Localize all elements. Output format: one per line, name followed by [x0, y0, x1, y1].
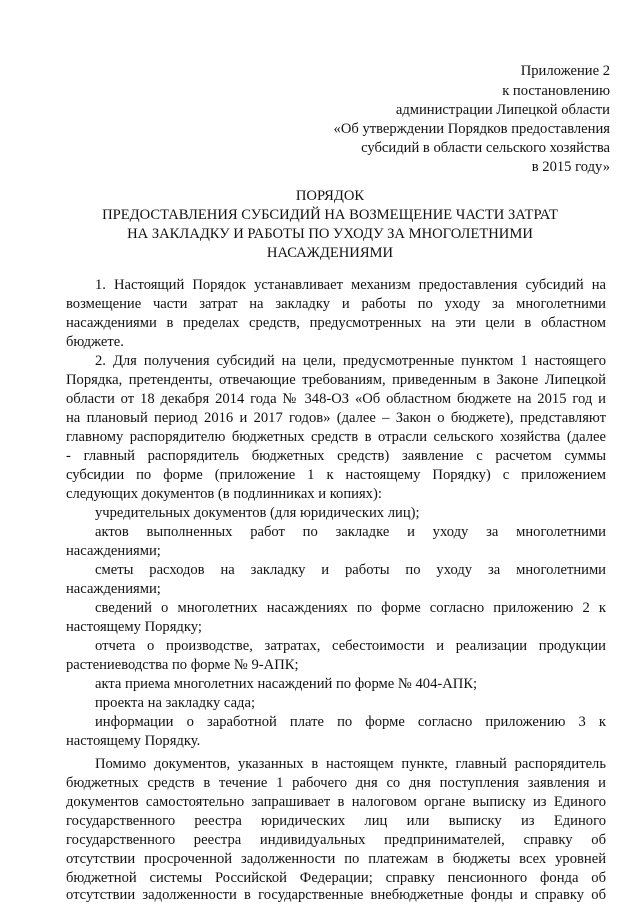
header-line-6: в 2015 году» [531, 159, 610, 175]
body-line: Порядка, претенденты, отвечающие требованиям, приведенным в Законе Липецкой [66, 372, 606, 388]
list-item-cont: растениеводства по форме № 9-АПК; [66, 657, 299, 673]
header-line-1: Приложение 2 [520, 63, 610, 79]
body-line: 2. Для получения субсидий на цели, предусмотренные пунктом 1 настоящего [95, 353, 606, 369]
body-line: государственного реестра юридических лиц или выписку из Единого [66, 813, 606, 829]
list-item-cont: настоящему Порядку. [66, 733, 201, 749]
body-line: области от 18 декабря 2014 года № 348-ОЗ «Об областном бюджете на 2015 год и [66, 391, 606, 407]
header-line-2: к постановлению [502, 83, 610, 99]
list-item-cont: насаждениями; [66, 543, 161, 559]
body-line: на плановый период 2016 и 2017 годов» (далее – Закон о бюджете), представляют [66, 410, 606, 426]
header-line-4: «Об утверждении Порядков предоставления [333, 121, 610, 137]
body-line: 1. Настоящий Порядок устанавливает механизм предоставления субсидий на [95, 277, 606, 293]
body-line: насаждениями в пределах средств, предусмотренных на эти цели в областном [66, 315, 606, 331]
list-item: сведений о многолетних насаждениях по форме согласно приложению 2 к [95, 600, 606, 616]
body-line: возмещение части затрат на закладку и работы по уходу за многолетними [66, 296, 606, 312]
list-item: отчета о производстве, затратах, себестоимости и реализации продукции [95, 638, 606, 654]
list-item: актов выполненных работ по закладке и уходу за многолетними [95, 524, 606, 540]
body-line: главному распорядителю бюджетных средств в отрасли сельского хозяйства (далее [66, 429, 606, 445]
header-line-3: администрации Липецкой области [395, 102, 610, 118]
doc-title: ПОРЯДОК [295, 188, 365, 204]
body-line: Помимо документов, указанных в настоящем пункте, главный распорядитель [95, 756, 606, 772]
body-line: документов самостоятельно запрашивает в налоговом органе выписку из Единого [66, 794, 606, 810]
body-line: - главный распорядитель бюджетных средств) заявление с расчетом суммы [66, 448, 606, 464]
body-line: следующих документов (в подлинниках и копиях): [66, 486, 382, 502]
list-item: сметы расходов на закладку и работы по уходу за многолетними [95, 562, 606, 578]
body-line: отсутствии задолженности в государственные внебюджетные фонды и справку об [66, 887, 606, 903]
list-item: учредительных документов (для юридических лиц); [95, 505, 420, 521]
doc-subtitle-line-1: ПРЕДОСТАВЛЕНИЯ СУБСИДИЙ НА ВОЗМЕЩЕНИЕ ЧАСТИ ЗАТРАТ [102, 207, 558, 223]
list-item: акта приема многолетних насаждений по форме № 404-АПК; [95, 676, 478, 692]
body-line: бюджете. [66, 334, 124, 350]
list-item-cont: настоящему Порядку; [66, 619, 202, 635]
list-item: проекта на закладку сада; [95, 695, 256, 711]
body-line: государственного реестра индивидуальных предпринимателей, справку об [66, 832, 606, 848]
doc-subtitle-line-3: НАСАЖДЕНИЯМИ [266, 245, 394, 261]
list-item-cont: насаждениями; [66, 581, 161, 597]
doc-subtitle-line-2: НА ЗАКЛАДКУ И РАБОТЫ ПО УХОДУ ЗА МНОГОЛЕТНИМИ [127, 226, 533, 242]
body-line: бюджетной системы Российской Федерации; справку пенсионного фонда об [66, 870, 606, 886]
list-item: информации о заработной плате по форме согласно приложению 3 к [95, 714, 606, 730]
body-line: отсутствии просроченной задолженности по платежам в бюджеты всех уровней [66, 851, 606, 867]
body-line: субсидии по форме (приложение 1 к настоящему Порядку) с приложением [66, 467, 606, 483]
body-line: бюджетных средств в течение 1 рабочего дня со дня поступления заявления и [66, 775, 606, 791]
header-line-5: субсидий в области сельского хозяйства [361, 140, 610, 156]
